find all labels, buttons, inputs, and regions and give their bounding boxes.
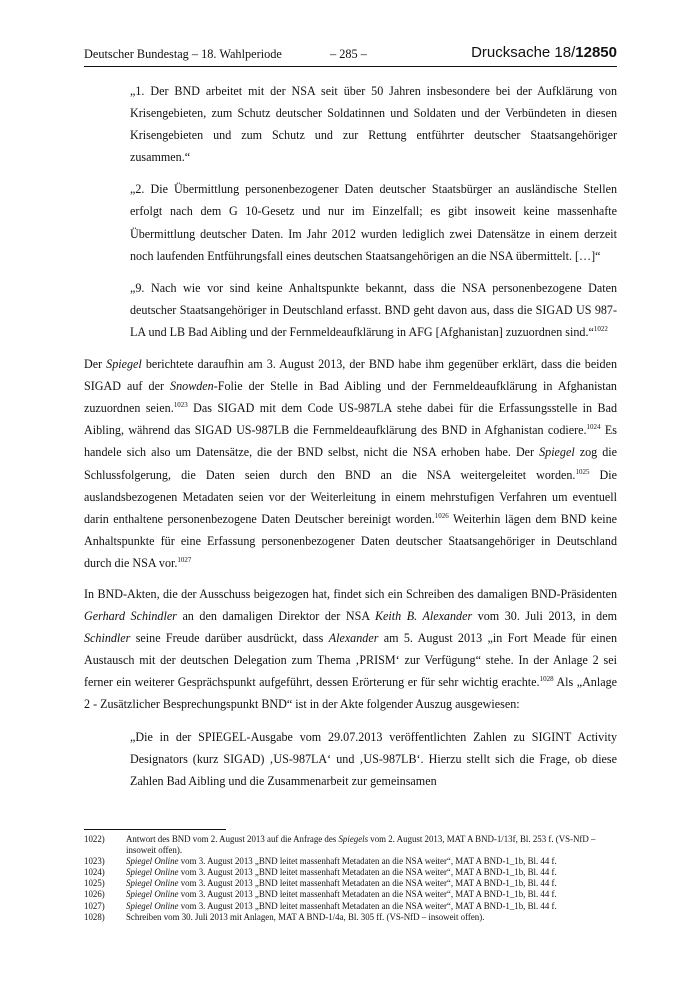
footnote [84,889,617,900]
document-number [471,44,617,61]
footnote-text [126,889,617,900]
doc-label: Drucksache 18/ [471,44,576,61]
text-italic: Gerhard Schindler [84,609,177,624]
text-italic: Spiegel Online [126,878,179,889]
quote-3 [130,277,617,343]
footnote [84,856,617,867]
footnote-text [126,901,617,912]
footnote-ref[interactable]: 1026 [434,511,449,520]
text: Die auslandsbezogenen Metadaten seien vor der Weiterleitung in einem mehrstufigen Verfahren um eventuell darin enthaltene personenbezogene Daten Deutscher bereinigt worden. [84,467,617,526]
footnotes [84,834,617,923]
quote-2: „2. Die Übermittlung personenbezogener Daten deutscher Staatsbürger an ausländische Stellen erfolgt nach dem G 10-Gesetz und nur im Einzelfall; es gibt insoweit keine massenhafte Übermittlung deutscher Daten. Im Jahr 2012 wurden lediglich zwei Datensätze in einem derzeit noch laufenden Entführungsfall eines deutschen Staatsangehörigen an die NSA übermittelt. […]“ [130,182,617,263]
footnote-ref[interactable]: 1028 [539,675,554,684]
text: Weiterhin lägen dem BND keine Anhaltspunkte für eine Erfassung personenbezogener Daten deutscher Staatsangehöriger in Deutschland durch die NSA vor. [84,511,617,570]
header-parliament: Deutscher Bundestag – 18. Wahlperiode [84,47,282,61]
text-italic: Alexander [328,631,379,646]
text-italic: Snowden [170,379,214,394]
footnote-number: 1025) [84,878,105,889]
text-italic: Schindler [84,631,131,646]
footnote-text [126,912,617,923]
footnote-number: 1023) [84,856,105,867]
footnote-number: 1026) [84,889,105,900]
footnote-number: 1027) [84,900,105,911]
text: vom 2. August 2013, MAT A BND-1/13f, Bl. 253 f. (VS-NfD – insoweit offen). [126,834,596,856]
text-italic: Spiegel [539,445,575,460]
footnote-ref[interactable]: 1027 [177,555,192,564]
page-number: – 285 – [330,47,367,61]
footnote-ref[interactable]: 1024 [586,423,601,432]
footnote-number: 1022) [84,834,105,844]
footnote [84,867,617,878]
footnote-ref[interactable]: 1025 [575,467,590,476]
text: Es handele sich also um Datensätze, die der BND selbst, nicht die NSA erhoben habe. Der [84,423,617,460]
text: berichtete daraufhin am 3. August 2013, der BND habe ihm gegenüber erklärt, dass die beiden SIGAD auf der [84,357,618,394]
text: seine Freude darüber ausdrückt, dass [130,631,329,646]
text-italic: Spiegel Online [126,856,179,867]
footnote-number: 1024) [84,867,105,878]
text-italic: Spiegel Online [126,889,179,900]
quote-4: „Die in der SPIEGEL-Ausgabe vom 29.07.2013 veröffentlichten Zahlen zu SIGINT Activity Designators (kurz SIGAD) ‚US-987LA‘ und ‚US-987LB‘. Hierzu stellt sich die Frage, ob diese Zahlen Bad Aibling und die Zusammenarbeit zur gemeinsamen [130,729,617,788]
quote-1: „1. Der BND arbeitet mit der NSA seit über 50 Jahren insbesondere bei der Aufklärung von Krisengebieten, zum Schutz deutscher Soldatinnen und Soldaten und der Verbündeten in diesen Krisengebieten und zum Schutz und zur Rettung entführter deutscher Staatsangehöriger zusammen.“ [130,84,617,165]
doc-number: 12850 [575,44,617,61]
text: vom 3. August 2013 „BND leitet massenhaft Metadaten an die NSA weiter“, MAT A BND-1_1b, Bl. 44 f. [178,856,557,867]
footnote-number: 1028) [84,911,105,922]
paragraph-bnd-akten [84,583,617,716]
footnote [84,912,617,923]
footnote-ref[interactable]: 1022 [593,324,608,333]
text-italic: Spiegel [106,357,142,372]
footnote-separator [84,829,226,830]
page-header [84,44,617,67]
text: vom 3. August 2013 „BND leitet massenhaft Metadaten an die NSA weiter“, MAT A BND-1_1b, Bl. 44 f. [178,878,557,889]
footnote-text [126,878,617,889]
text: vom 3. August 2013 „BND leitet massenhaft Metadaten an die NSA weiter“, MAT A BND-1_1b, Bl. 44 f. [178,889,557,900]
text: Schreiben vom 30. Juli 2013 mit Anlagen, MAT A BND-1/4a, Bl. 305 ff. (VS-NfD – insoweit offen). [126,911,485,922]
text: vom 30. Juli 2013, in dem [472,609,617,624]
footnote-text [126,867,617,878]
text: Das SIGAD mit dem Code US-987LA stehe dabei für die Erfassungsstelle in Bad Aibling, während das SIGAD US-987LB die Fernmeldeaufklärung des BND in Afghanistan codiere. [84,401,617,438]
footnote [84,901,617,912]
quote-3-text: „9. Nach wie vor sind keine Anhaltspunkte bekannt, dass die NSA personenbezogene Daten deutscher Staatsangehöriger in Deutschland erfasst. BND geht davon aus, dass die SIGAD US 987-LA und LB Bad Aibling und der Fernmeldeaufklärung in AFG [Afghanistan] zuzuordnen sind.“ [130,280,617,339]
text: Als „Anlage 2 - Zusätzlicher Besprechungspunkt BND“ ist in der Akte folgender Auszug ausgewiesen: [84,675,617,712]
text: zog die Schlussfolgerung, die Daten seien durch den BND an die NSA weitergeleitet worden. [84,445,617,482]
footnote [84,878,617,889]
text-italic: Spiegel Online [126,867,179,878]
footnote-text [126,856,617,867]
text: an den damaligen Direktor der NSA [176,609,375,624]
text: -Folie der Stelle in Bad Aibling und der Fernmeldeaufklärung in Afghanistan zuzuordnen seien. [84,379,617,416]
text: vom 3. August 2013 „BND leitet massenhaft Metadaten an die NSA weiter“, MAT A BND-1_1b, Bl. 44 f. [178,867,557,878]
main-content [84,80,617,792]
text: am 5. August 2013 „in Fort Meade für einen Austausch mit der deutschen Delegation zum Thema ‚PRISM‘ zur Verfügung“ stehe. In der Anlage 2 sei ferner ein weiterer Gesprächspunkt aufgeführt, dessen Erörterung er für sehr wichtig erachte. [84,631,617,690]
footnote [84,834,617,856]
footnote-text [126,834,617,856]
footnote-ref[interactable]: 1023 [173,401,188,410]
text: Antwort des BND vom 2. August 2013 auf die Anfrage des [126,834,339,844]
text: Der [84,357,107,372]
text-italic: Spiegel Online [126,900,179,911]
text-italic: Spiegels [338,834,369,844]
text: In BND-Akten, die der Ausschuss beigezogen hat, findet sich ein Schreiben des damaligen BND-Präsidenten [84,586,617,601]
paragraph-spiegel [84,353,617,574]
text: vom 3. August 2013 „BND leitet massenhaft Metadaten an die NSA weiter“, MAT A BND-1_1b, Bl. 44 f. [178,900,557,911]
text-italic: Keith B. Alexander [374,609,473,624]
